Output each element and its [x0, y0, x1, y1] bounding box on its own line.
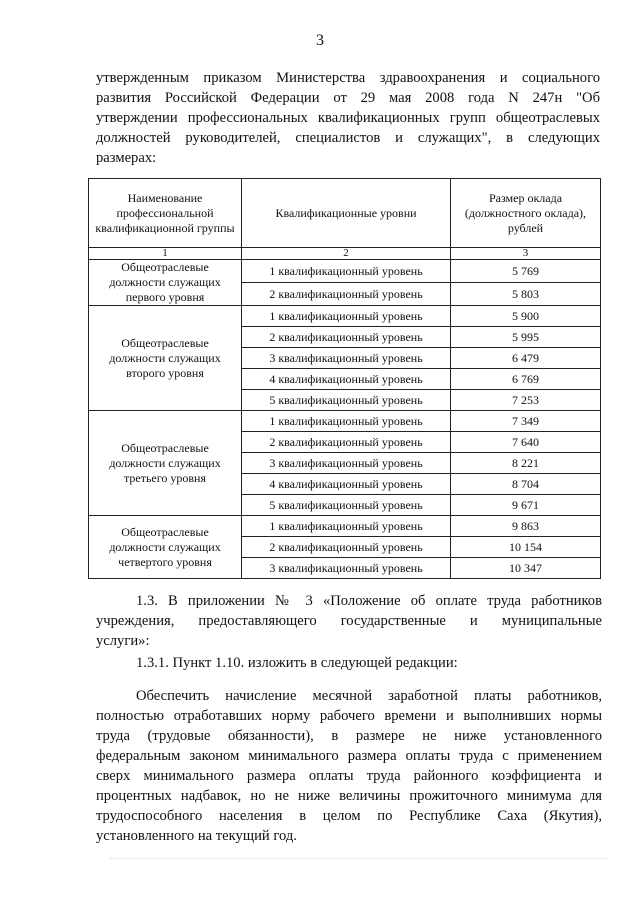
level-cell: 2 квалификационный уровень	[242, 432, 451, 453]
group-name-cell: Общеотраслевые должности служащих четвертого уровня	[89, 516, 242, 579]
level-cell: 3 квалификационный уровень	[242, 348, 451, 369]
level-cell: 3 квалификационный уровень	[242, 558, 451, 579]
text-line: должностей руководителей, специалистов и служащих", в следующих	[96, 130, 600, 146]
text-line: труда (трудовые обязанности), в размере не ниже установленного	[96, 728, 602, 744]
table-header-row	[89, 179, 601, 248]
group-name-cell: Общеотраслевые должности служащих второго уровня	[89, 306, 242, 411]
header-qualification-level: Квалификационные уровни	[242, 179, 451, 248]
salary-cell: 5 803	[451, 283, 601, 306]
table-row	[89, 411, 601, 432]
salary-cell: 8 221	[451, 453, 601, 474]
table-row	[89, 306, 601, 327]
level-cell: 5 квалификационный уровень	[242, 390, 451, 411]
level-cell: 1 квалификационный уровень	[242, 306, 451, 327]
salary-cell: 10 347	[451, 558, 601, 579]
column-number: 2	[242, 248, 451, 260]
salary-cell: 7 253	[451, 390, 601, 411]
salary-cell: 6 769	[451, 369, 601, 390]
column-number: 1	[89, 248, 242, 260]
column-number-row	[89, 248, 601, 260]
text-line: учреждения, предоставляющего государственные и муниципальные	[96, 613, 602, 629]
text-line: полностью отработавших норму рабочего времени и выполнивших нормы	[96, 708, 602, 724]
column-number: 3	[451, 248, 601, 260]
scan-artifact-divider	[110, 858, 610, 861]
level-cell: 5 квалификационный уровень	[242, 495, 451, 516]
level-cell: 1 квалификационный уровень	[242, 516, 451, 537]
table-row	[89, 260, 601, 283]
salary-cell: 5 995	[451, 327, 601, 348]
level-cell: 2 квалификационный уровень	[242, 537, 451, 558]
text-line: сверх минимального размера оплаты труда районного коэффициента и	[96, 768, 602, 784]
level-cell: 4 квалификационный уровень	[242, 474, 451, 495]
text-line: утверждении профессиональных квалификационных групп общеотраслевых	[96, 110, 600, 126]
header-salary-size: Размер оклада (должностного оклада), рублей	[451, 179, 601, 248]
text-line: федеральным законом минимального размера оплаты труда с применением	[96, 748, 602, 764]
salary-table	[88, 178, 601, 579]
table-row	[89, 516, 601, 537]
text-line: развития Российской Федерации от 29 мая 2008 года N 247н "Об	[96, 90, 600, 106]
intro-paragraph	[96, 68, 600, 168]
salary-cell: 5 900	[451, 306, 601, 327]
text-line: утвержденным приказом Министерства здравоохранения и социального	[96, 70, 600, 86]
page-number: 3	[316, 32, 324, 49]
salary-cell: 7 349	[451, 411, 601, 432]
text-line: размерах:	[96, 150, 157, 166]
header-group-name: Наименование профессиональной квалификационной группы	[89, 179, 242, 248]
level-cell: 4 квалификационный уровень	[242, 369, 451, 390]
level-cell: 2 квалификационный уровень	[242, 283, 451, 306]
salary-cell: 8 704	[451, 474, 601, 495]
level-cell: 2 квалификационный уровень	[242, 327, 451, 348]
text-line: установленного на текущий год.	[96, 828, 297, 844]
text-line: 1.3.1. Пункт 1.10. изложить в следующей редакции:	[136, 655, 458, 671]
text-line: услуги»:	[96, 633, 150, 649]
level-cell: 3 квалификационный уровень	[242, 453, 451, 474]
text-line: процентных надбавок, но не ниже величины прожиточного минимума для	[96, 788, 602, 804]
salary-cell: 9 863	[451, 516, 601, 537]
section-1-3	[96, 591, 602, 651]
main-paragraph	[96, 686, 602, 846]
group-name-cell: Общеотраслевые должности служащих первого уровня	[89, 260, 242, 306]
salary-cell: 10 154	[451, 537, 601, 558]
salary-cell: 6 479	[451, 348, 601, 369]
level-cell: 1 квалификационный уровень	[242, 411, 451, 432]
text-line: 1.3. В приложении № 3 «Положение об оплате труда работников	[136, 593, 602, 609]
level-cell: 1 квалификационный уровень	[242, 260, 451, 283]
salary-cell: 9 671	[451, 495, 601, 516]
salary-cell: 5 769	[451, 260, 601, 283]
salary-cell: 7 640	[451, 432, 601, 453]
group-name-cell: Общеотраслевые должности служащих третьего уровня	[89, 411, 242, 516]
text-line: Обеспечить начисление месячной заработной платы работников,	[136, 688, 602, 704]
section-1-3-1	[96, 653, 602, 673]
text-line: трудоспособного населения в целом по Республике Саха (Якутия),	[96, 808, 602, 824]
